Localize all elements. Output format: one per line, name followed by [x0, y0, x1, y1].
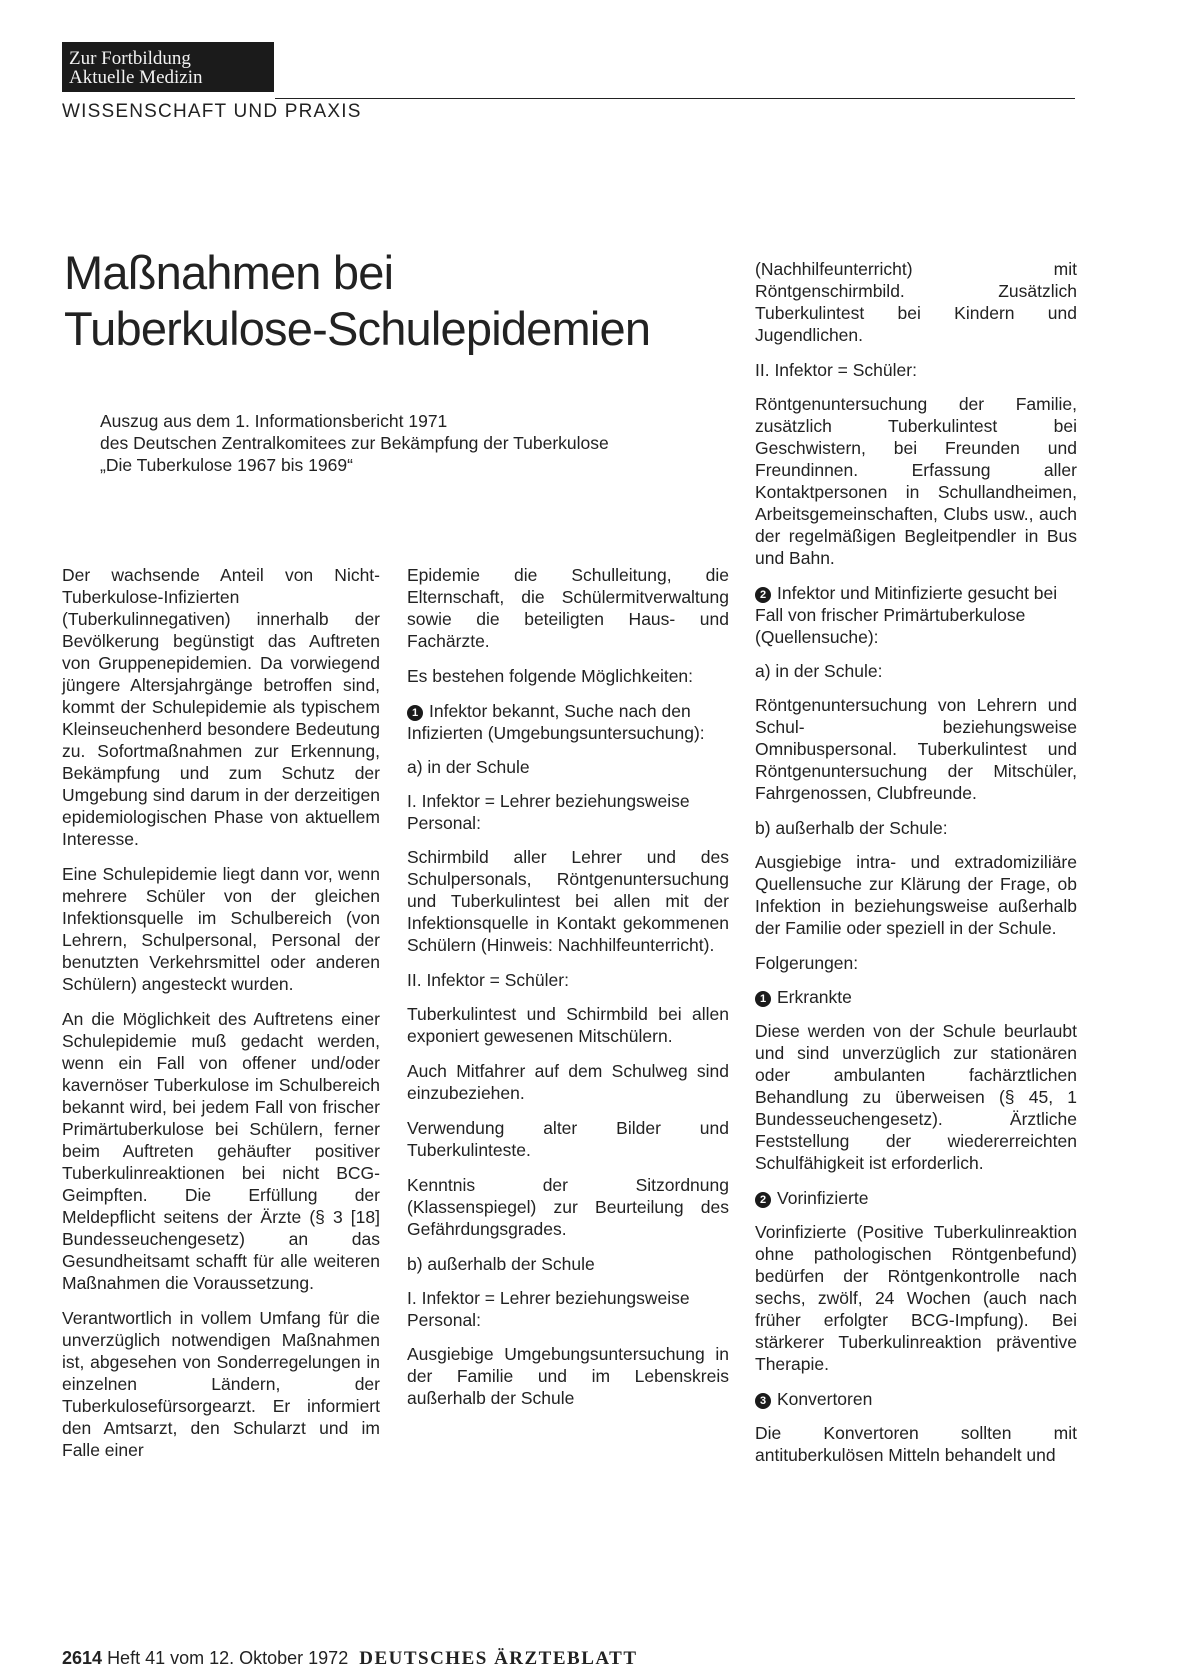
column-3	[755, 258, 1077, 1479]
column-1	[62, 564, 380, 1474]
title-line-1: Maßnahmen bei	[64, 246, 394, 299]
number-2-icon: 2	[755, 1192, 771, 1208]
source-line-3: „Die Tuberkulose 1967 bis 1969“	[100, 455, 353, 475]
heading-text: Konvertoren	[777, 1389, 873, 1409]
subheading: b) außerhalb der Schule:	[755, 818, 948, 838]
heading-text: Vorinfizierte	[777, 1188, 869, 1208]
paragraph: Es bestehen folgende Möglichkeiten:	[407, 666, 694, 686]
paragraph: Kenntnis der Sitzordnung (Klassenspiegel) zur Beurteilung des Gefährdungsgrades.	[407, 1175, 729, 1239]
paragraph: Ausgiebige Umgebungsuntersuchung in der Familie und im Lebenskreis außerhalb der Schule	[407, 1344, 729, 1408]
page-footer	[62, 1648, 638, 1670]
paragraph: An die Möglichkeit des Auftretens einer Schulepidemie muß gedacht werden, wenn ein Fall von offener und/oder kavernöser Tuberkulose im Schulbereich bekannt wird, bei jedem Fall von frischer Primärtuberkulose bei Schülern, ferner beim Auftreten gehäufter positiver Tuberkulinreaktionen bei nicht BCG-Geimpften. Die Erfüllung der Meldepflicht seitens der Ärzte (§ 3 [18] Bundesseuchengesetz) an das Gesundheitsamt schafft für alle weiteren Maßnahmen die Voraussetzung.	[62, 1009, 380, 1293]
heading-text: Infektor bekannt, Suche nach den Infizierten (Umgebungsuntersuchung):	[407, 701, 705, 743]
paragraph: Auch Mitfahrer auf dem Schulweg sind einzubeziehen.	[407, 1061, 729, 1103]
subheading: b) außerhalb der Schule	[407, 1254, 595, 1274]
numbered-heading	[407, 700, 729, 744]
subheading: II. Infektor = Schüler:	[407, 970, 569, 990]
subheading: a) in der Schule	[407, 757, 530, 777]
numbered-heading	[755, 1187, 1077, 1209]
subheading: Folgerungen:	[755, 953, 859, 973]
article-title	[64, 245, 650, 357]
section-label: WISSENSCHAFT UND PRAXIS	[62, 101, 362, 122]
number-1-icon: 1	[407, 705, 423, 721]
heading-text: Erkrankte	[777, 987, 852, 1007]
paragraph: Verwendung alter Bilder und Tuberkulinteste.	[407, 1118, 729, 1160]
page-number: 2614	[62, 1648, 103, 1668]
paragraph: Vorinfizierte (Positive Tuberkulinreaktion ohne pathologischen Röntgenbefund) bedürfen der Röntgenkontrolle nach sechs, zwölf, 24 Wochen (auch nach früher erfolgter BCG-Impfung). Bei stärkerer Tuberkulinreaktion präventive Therapie.	[755, 1222, 1077, 1374]
paragraph: Ausgiebige intra- und extradomiziliäre Quellensuche zur Klärung der Frage, ob Infektion in beziehungsweise außerhalb der Familie oder speziell in der Schule.	[755, 852, 1077, 938]
column-2	[407, 564, 729, 1422]
subheading: I. Infektor = Lehrer beziehungsweise Personal:	[407, 791, 690, 833]
number-1-icon: 1	[755, 991, 771, 1007]
paragraph: Eine Schulepidemie liegt dann vor, wenn mehrere Schüler von der gleichen Infektionsquelle im Schulbereich (von Lehrern, Schulpersonal, Personal der benutzten Verkehrsmittel oder anderen Schülern) angesteckt wurden.	[62, 864, 380, 994]
numbered-heading	[755, 986, 1077, 1008]
article-source	[100, 410, 609, 476]
subheading: a) in der Schule:	[755, 661, 883, 681]
paragraph: Schirmbild aller Lehrer und des Schulpersonals, Röntgenuntersuchung und Tuberkulintest bei allen mit der Infektionsquelle in Kontakt gekommenen Schülern (Hinweis: Nachhilfeunterricht).	[407, 847, 729, 955]
paragraph: Der wachsende Anteil von Nicht-Tuberkulose-Infizierten (Tuberkulinnegativen) innerhalb der Bevölkerung begünstigt das Auftreten von Gruppenepidemien. Da vorwiegend jüngere Altersjahrgänge betroffen sind, kommt der Schulepidemie als typischem Kleinseuchenherd besondere Bedeutung zu. Sofortmaßnahmen zur Erkennung, Bekämpfung und zum Schutz der Umgebung sind darum in der derzeitigen epidemiologischen Phase von aktuellem Interesse.	[62, 565, 380, 849]
paragraph: Die Konvertoren sollten mit antituberkulösen Mitteln behandelt und	[755, 1423, 1077, 1465]
title-line-2: Tuberkulose-Schulepidemien	[64, 302, 651, 355]
subheading: II. Infektor = Schüler:	[755, 360, 917, 380]
journal-name: DEUTSCHES ÄRZTEBLATT	[359, 1648, 638, 1669]
number-2-icon: 2	[755, 587, 771, 603]
header-rule	[275, 98, 1075, 99]
rubric-line-1: Zur Fortbildung	[69, 48, 191, 69]
paragraph: Röntgenuntersuchung von Lehrern und Schul- beziehungsweise Omnibuspersonal. Tuberkulintest und Röntgenuntersuchung der Mitschüler, Fahrgenossen, Clubfreunde.	[755, 695, 1077, 803]
paragraph: Epidemie die Schulleitung, die Elternschaft, die Schülermitverwaltung sowie die beteiligten Haus- und Fachärzte.	[407, 565, 729, 651]
heading-text: Infektor und Mitinfizierte gesucht bei Fall von frischer Primärtuberkulose (Quellensuche):	[755, 583, 1058, 647]
paragraph: (Nachhilfeunterricht) mit Röntgenschirmbild. Zusätzlich Tuberkulintest bei Kindern und Jugendlichen.	[755, 259, 1077, 345]
issue-info: Heft 41 vom 12. Oktober 1972	[107, 1648, 349, 1668]
subheading: I. Infektor = Lehrer beziehungsweise Personal:	[407, 1288, 690, 1330]
numbered-heading	[755, 582, 1077, 648]
rubric-box	[62, 42, 274, 92]
source-line-1: Auszug aus dem 1. Informationsbericht 1971	[100, 411, 448, 431]
source-line-2: des Deutschen Zentralkomitees zur Bekämpfung der Tuberkulose	[100, 433, 609, 453]
paragraph: Röntgenuntersuchung der Familie, zusätzlich Tuberkulintest bei Geschwistern, bei Freunden und Freundinnen. Erfassung aller Kontaktpersonen in Schullandheimen, Arbeitsgemeinschaften, Clubs usw., auch der regelmäßigen Begleitpendler in Bus und Bahn.	[755, 394, 1077, 568]
paragraph: Verantwortlich in vollem Umfang für die unverzüglich notwendigen Maßnahmen ist, abgesehen von Sonderregelungen in einzelnen Ländern, der Tuberkulosefürsorgearzt. Er informiert den Amtsarzt, den Schularzt und im Falle einer	[62, 1308, 380, 1460]
paragraph: Tuberkulintest und Schirmbild bei allen exponiert gewesenen Mitschülern.	[407, 1004, 729, 1046]
rubric-line-2: Aktuelle Medizin	[69, 67, 203, 88]
numbered-heading	[755, 1388, 1077, 1410]
paragraph: Diese werden von der Schule beurlaubt und sind unverzüglich zur stationären oder ambulanten fachärztlichen Behandlung zu überweisen (§ 45, 1 Bundesseuchengesetz). Ärztliche Feststellung der wiedererreichten Schulfähigkeit ist erforderlich.	[755, 1021, 1077, 1173]
number-3-icon: 3	[755, 1393, 771, 1409]
